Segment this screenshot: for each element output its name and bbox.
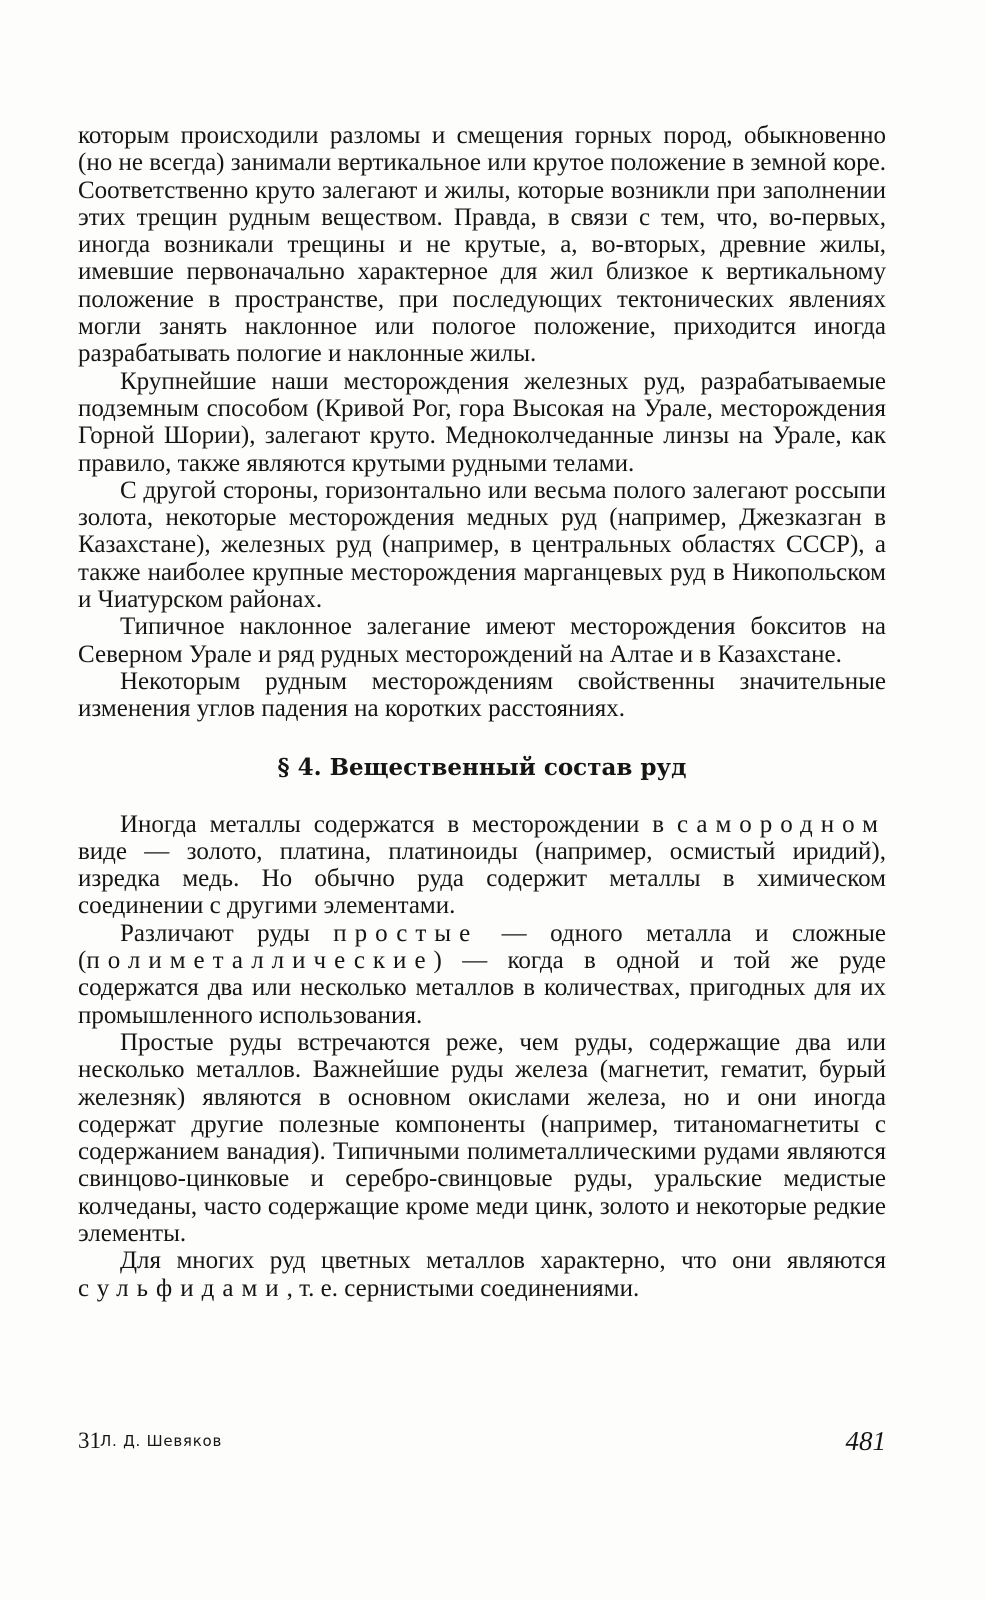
paragraph bbox=[78, 920, 886, 1029]
spaced-term: полиметаллические bbox=[86, 947, 434, 975]
text-run: виде — золото, платина, платиноиды (например, осмистый иридий), изредка медь. Но обычно руда содержит металлы в химическом соединении с другими элементами. bbox=[78, 837, 886, 920]
paragraph: Крупнейшие наши месторождения железных руд, разрабатываемые подземным способом (Кривой Рог, гора Высокая на Урале, месторождения Горной Шории), залегают круто. Медноколчеданные линзы на Урале, как правило, также являются крутыми рудными телами. bbox=[78, 367, 886, 477]
text-run: , т. е. сернистыми соединениями. bbox=[286, 1274, 640, 1302]
paragraph: С другой стороны, горизонтально или весьма полого залегают россыпи золота, некоторые месторождения медных руд (например, Джезказган в Казахстане), железных руд (например, в центральных областях СССР), а также наиболее крупные месторождения марганцевых руд в Никопольском и Чиатурском районах. bbox=[78, 476, 886, 614]
paragraph: Простые руды встречаются реже, чем руды, содержащие два или несколько металлов. Важнейшие руды железа (магнетит, гематит, бурый железняк) являются в основном окислами железа, но и они иногда содержат другие полезные компоненты (например, титаномагнетиты с содержанием ванадия). Типичными полиметаллическими рудами являются свинцово-цинковые и серебро-свинцовые руды, уральские медистые колчеданы, часто содержащие кроме меди цинк, золото и некоторые редкие элементы. bbox=[78, 1028, 886, 1247]
spaced-term: самородном bbox=[676, 810, 886, 838]
page-number: 481 bbox=[845, 1426, 886, 1456]
paragraph: Типичное наклонное залегание имеют месторождения бокситов на Северном Урале и ряд рудных месторождений на Алтае и в Казахстане. bbox=[78, 613, 886, 668]
paragraph bbox=[78, 1247, 886, 1302]
signature-author: Л. Д. Шевяков bbox=[100, 1432, 223, 1450]
paragraph: Некоторым рудным месторождениям свойственны значительные изменения углов падения на коротких расстояниях. bbox=[78, 667, 886, 723]
text-run: Иногда металлы содержатся в месторождении в bbox=[120, 810, 677, 838]
paragraph-continued: которым происходили разломы и смещения горных пород, обыкновенно (но не всегда) занимали вертикальное или крутое положение в земной коре. Соответственно круто залегают и жилы, которые возникли при заполнении этих трещин рудным веществом. Правда, в связи с тем, что, во-первых, иногда возникали трещины и не крутые, а, во-вторых, древние жилы, имевшие первоначально характерное для жил близкое к вертикальному положение в пространстве, при последующих тектонических явлениях могли занять наклонное или пологое положение, приходится иногда разрабатывать пологие и наклонные жилы. bbox=[78, 122, 886, 368]
signature-number: 31 bbox=[78, 1428, 101, 1453]
paragraph bbox=[78, 811, 886, 920]
page-footer bbox=[78, 1428, 886, 1462]
spaced-term: простые bbox=[333, 919, 479, 947]
text-run: Для многих руд цветных металлов характерно, что они являются bbox=[120, 1247, 886, 1275]
text-run: Различают руды bbox=[120, 919, 334, 947]
section-heading: § 4. Вещественный состав руд bbox=[277, 753, 687, 781]
text-run: — одного металла и сложные ( bbox=[78, 919, 886, 975]
spaced-term: сульфидами bbox=[78, 1274, 287, 1302]
text-run: ) — когда в одной и той же руде содержатся два или несколько металлов в количествах, пригодных для их промышленного использования. bbox=[78, 947, 886, 1029]
page-body bbox=[78, 122, 886, 1302]
